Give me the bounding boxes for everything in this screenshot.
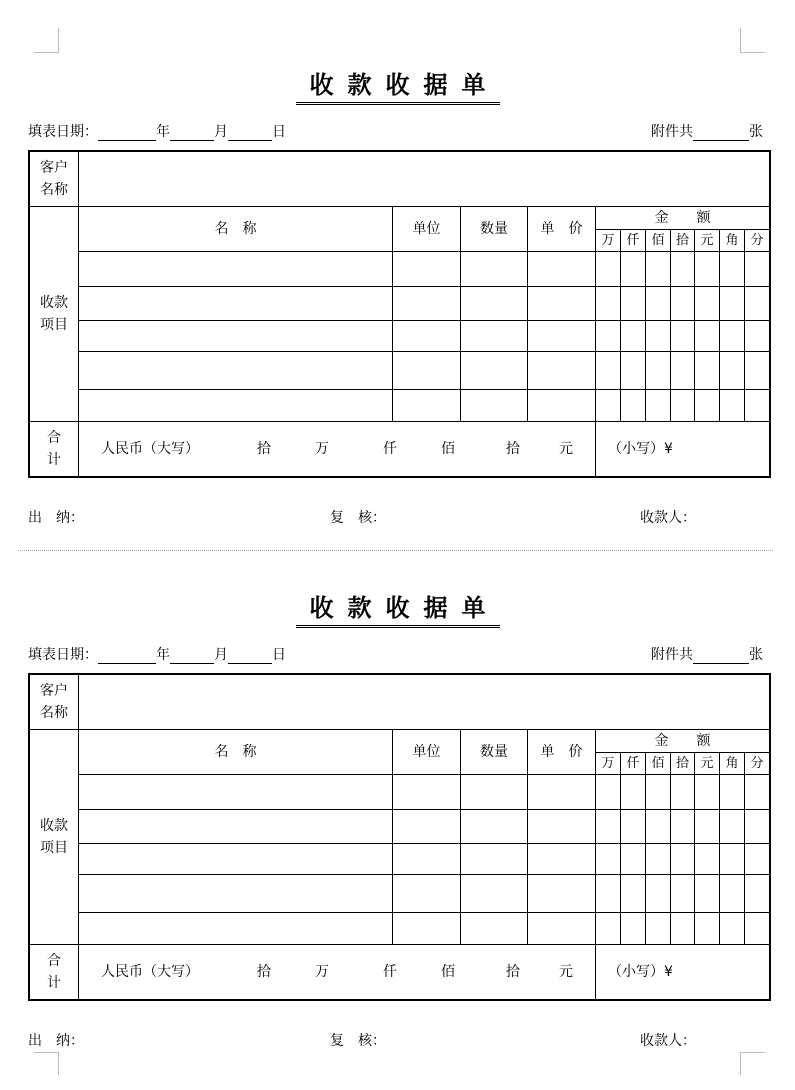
table-rule xyxy=(78,874,769,875)
total-caps-row[interactable] xyxy=(79,945,595,999)
digit-header: 佰 xyxy=(651,232,665,248)
customer-label: 客户 名称 xyxy=(40,683,68,721)
table-rule xyxy=(670,752,671,944)
rmb-caps-label: 人民币（大写） xyxy=(101,964,199,980)
year-blank[interactable] xyxy=(98,126,156,141)
table-rule xyxy=(744,752,745,944)
digit-header: 万 xyxy=(601,755,615,771)
month-blank[interactable] xyxy=(170,126,214,141)
digit-header: 拾 xyxy=(675,755,689,771)
customer-name-field[interactable] xyxy=(79,675,769,729)
table-rule xyxy=(645,229,646,421)
table-rule xyxy=(620,752,621,944)
digit-header: 佰 xyxy=(651,755,665,771)
items-label: 收款 项目 xyxy=(40,295,68,333)
caps-unit: 拾 xyxy=(506,964,520,980)
attachment-blank[interactable] xyxy=(693,126,749,141)
caps-unit: 仟 xyxy=(383,441,397,457)
digit-header: 角 xyxy=(725,755,739,771)
table-rule xyxy=(78,351,769,352)
digit-header: 万 xyxy=(601,232,615,248)
caps-unit: 元 xyxy=(559,441,573,457)
digit-header: 拾 xyxy=(675,232,689,248)
day-blank[interactable] xyxy=(228,126,272,141)
receipt-table xyxy=(28,150,771,478)
table-rule xyxy=(78,320,769,321)
caps-unit: 万 xyxy=(315,964,329,980)
reviewer-label: 复 核： xyxy=(330,510,386,526)
receipt-form xyxy=(0,570,795,1090)
rmb-caps-label: 人民币（大写） xyxy=(101,441,199,457)
digit-header: 角 xyxy=(725,232,739,248)
caps-unit: 仟 xyxy=(383,964,397,980)
fill-date: 填表日期： 年 月 日 xyxy=(28,647,286,663)
month-blank[interactable] xyxy=(170,649,214,664)
col-header-unit: 单位 xyxy=(412,744,441,760)
col-header-qty: 数量 xyxy=(480,744,508,760)
table-rule xyxy=(694,229,695,421)
col-header-amount: 金 额 xyxy=(654,210,711,226)
table-rule xyxy=(719,752,720,944)
col-header-amount: 金 额 xyxy=(654,733,711,749)
attachment-count: 附件共 张 xyxy=(651,124,763,140)
total-small-row[interactable] xyxy=(596,945,769,999)
digit-header: 仟 xyxy=(626,755,640,771)
caps-unit: 万 xyxy=(315,441,329,457)
caps-unit: 拾 xyxy=(506,441,520,457)
digit-header: 元 xyxy=(700,755,714,771)
cashier-label: 出 纳： xyxy=(28,510,84,526)
table-rule xyxy=(78,389,769,390)
reviewer-label: 复 核： xyxy=(330,1033,386,1049)
receipt-table xyxy=(28,673,771,1001)
table-rule xyxy=(78,774,769,775)
table-rule xyxy=(78,912,769,913)
col-header-qty: 数量 xyxy=(480,221,508,237)
year-blank[interactable] xyxy=(98,649,156,664)
caps-unit: 佰 xyxy=(441,441,455,457)
col-header-unit: 单位 xyxy=(412,221,441,237)
cashier-label: 出 纳： xyxy=(28,1033,84,1049)
caps-unit: 元 xyxy=(559,964,573,980)
table-rule xyxy=(694,752,695,944)
total-small-row[interactable] xyxy=(596,422,769,476)
digit-header: 分 xyxy=(750,232,764,248)
table-rule xyxy=(78,251,769,252)
fill-date: 填表日期： 年 月 日 xyxy=(28,124,286,140)
digit-header: 分 xyxy=(750,755,764,771)
col-header-price: 单 价 xyxy=(540,221,583,237)
caps-unit: 拾 xyxy=(257,964,271,980)
table-rule xyxy=(645,752,646,944)
customer-label: 客户 名称 xyxy=(40,160,68,198)
digit-header: 元 xyxy=(700,232,714,248)
total-label: 合 计 xyxy=(47,953,61,991)
attachment-blank[interactable] xyxy=(693,649,749,664)
payee-label: 收款人： xyxy=(640,510,696,526)
col-header-name: 名 称 xyxy=(214,744,257,760)
day-blank[interactable] xyxy=(228,649,272,664)
caps-unit: 拾 xyxy=(257,441,271,457)
receipt-title: 收款收据单 xyxy=(0,588,795,628)
receipt-form xyxy=(0,47,795,567)
table-rule xyxy=(670,229,671,421)
col-header-name: 名 称 xyxy=(214,221,257,237)
caps-unit: 佰 xyxy=(441,964,455,980)
table-rule xyxy=(78,809,769,810)
items-label: 收款 项目 xyxy=(40,818,68,856)
total-caps-row[interactable] xyxy=(79,422,595,476)
small-caps-label: （小写）¥ xyxy=(608,964,673,980)
table-rule xyxy=(719,229,720,421)
digit-header: 仟 xyxy=(626,232,640,248)
table-rule xyxy=(78,286,769,287)
payee-label: 收款人： xyxy=(640,1033,696,1049)
total-label: 合 计 xyxy=(47,430,61,468)
receipt-title: 收款收据单 xyxy=(0,65,795,105)
customer-name-field[interactable] xyxy=(79,152,769,206)
table-rule xyxy=(620,229,621,421)
table-rule xyxy=(744,229,745,421)
attachment-count: 附件共 张 xyxy=(651,647,763,663)
col-header-price: 单 价 xyxy=(540,744,583,760)
small-caps-label: （小写）¥ xyxy=(608,441,673,457)
table-rule xyxy=(78,843,769,844)
